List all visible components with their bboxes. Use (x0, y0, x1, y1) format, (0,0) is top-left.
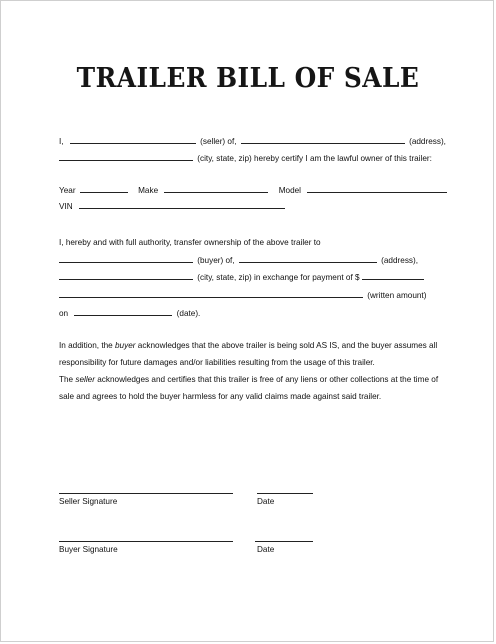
buyer-address-field[interactable] (239, 254, 377, 263)
buyer-city-state-zip-field[interactable] (59, 271, 193, 280)
seller-address-label: (address), (409, 137, 446, 146)
transfer-date-line (59, 307, 200, 319)
model-field[interactable] (307, 184, 447, 193)
make-label: Make (138, 186, 159, 195)
vin-field[interactable] (79, 200, 285, 209)
seller-date-line[interactable] (257, 492, 313, 494)
buyer-signature-line[interactable] (59, 540, 233, 542)
buyer-date-line[interactable] (255, 540, 313, 542)
model-label: Model (278, 186, 302, 195)
seller-line-1 (59, 135, 446, 147)
on-label: on (59, 309, 69, 318)
date-label: (date). (176, 309, 201, 318)
buyer-label: (buyer) of, (197, 256, 235, 265)
seller-line-2 (59, 152, 432, 164)
document-title: TRAILER BILL OF SALE (76, 63, 420, 94)
written-amount-field[interactable] (59, 289, 363, 298)
seller-date-label: Date (257, 497, 275, 506)
seller-certify-text: (city, state, zip) hereby certify I am the lawful owner of this trailer: (197, 154, 432, 163)
make-field[interactable] (164, 184, 268, 193)
acknowledgment-text (59, 337, 444, 405)
written-amount-line (59, 289, 426, 301)
seller-prefix: I, (59, 137, 64, 146)
seller-name-field[interactable] (70, 135, 196, 144)
buyer-acknowledgment: In addition, the buyer acknowledges that the above trailer is being sold AS IS, and the buyer assumes all responsibility for future damages and/or liabilities resulting from the usage of this trailer. (59, 341, 438, 367)
seller-label: (seller) of, (200, 137, 237, 146)
year-field[interactable] (80, 184, 128, 193)
transfer-date-field[interactable] (74, 307, 172, 316)
transfer-intro: I, hereby and with full authority, transfer ownership of the above trailer to (59, 238, 321, 247)
buyer-line (59, 254, 418, 266)
seller-city-state-zip-field[interactable] (59, 152, 193, 161)
payment-amount-field[interactable] (362, 271, 424, 280)
vin-line (59, 200, 287, 212)
buyer-date-label: Date (257, 545, 275, 554)
seller-signature-line[interactable] (59, 492, 233, 494)
vehicle-line (59, 184, 449, 196)
written-amount-label: (written amount) (367, 291, 427, 300)
buyer-signature-label: Buyer Signature (59, 545, 118, 554)
seller-acknowledgment: The seller acknowledges and certifies that this trailer is free of any liens or other collections at the time of sale and agrees to hold the buyer harmless for any valid claims made against said trailer. (59, 375, 439, 401)
buyer-address-label: (address), (381, 256, 419, 265)
vin-label: VIN (59, 202, 73, 211)
payment-line (59, 271, 426, 283)
buyer-name-field[interactable] (59, 254, 193, 263)
seller-signature-label: Seller Signature (59, 497, 118, 506)
seller-address-field[interactable] (241, 135, 405, 144)
year-label: Year (59, 186, 76, 195)
payment-text: (city, state, zip) in exchange for payment of $ (197, 273, 360, 282)
